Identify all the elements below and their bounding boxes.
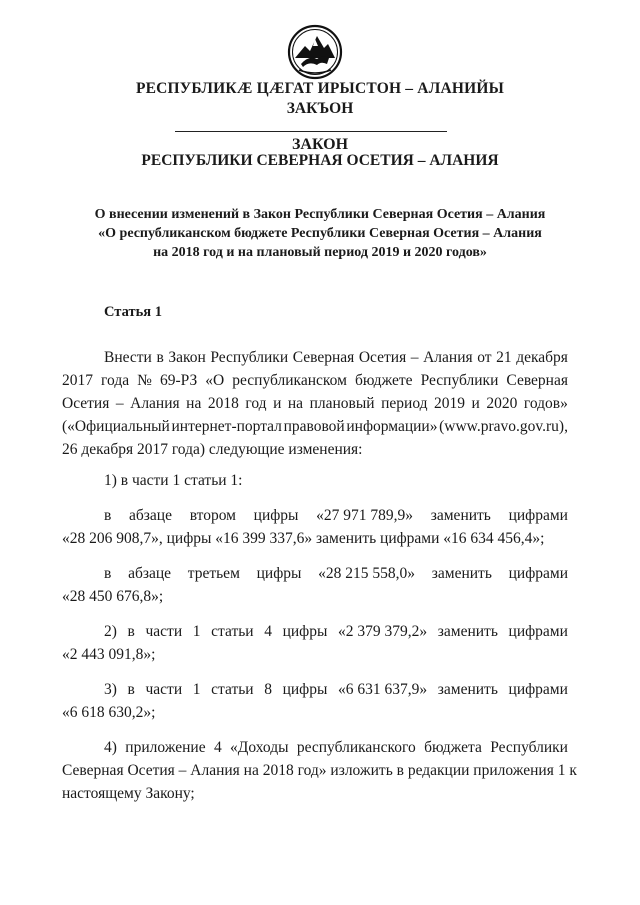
word: годов»: [523, 395, 568, 412]
item-4-line: Северная Осетия – Алания на 2018 год» изложить в редакции приложения 1 к: [62, 762, 577, 779]
word: №: [137, 372, 152, 389]
word: на: [186, 395, 202, 412]
word: 2019: [434, 395, 466, 412]
item-4-line: [62, 736, 568, 759]
word: третьем: [187, 565, 240, 582]
word: –: [410, 349, 419, 366]
word: части: [145, 681, 183, 698]
word: цифры: [253, 507, 299, 524]
russian-republic-heading: РЕСПУБЛИКИ СЕВЕРНАЯ ОСЕТИЯ – АЛАНИЯ: [141, 152, 499, 169]
word: на: [287, 395, 304, 412]
word: абзаце: [128, 565, 172, 582]
article-heading: Статья 1: [104, 304, 162, 320]
word: плановый: [309, 395, 375, 412]
item-1a-line: «28 206 908,7», цифры «16 399 337,6» заменить цифрами «16 634 456,4»;: [62, 530, 545, 547]
article-body: [62, 346, 577, 805]
word: цифры: [256, 565, 302, 582]
word: части: [145, 623, 183, 640]
word: 2020: [486, 395, 518, 412]
word: интернет-портал: [171, 418, 282, 435]
word: заменить: [431, 565, 492, 582]
word: «Доходы: [230, 739, 289, 756]
word: приложение: [125, 739, 206, 756]
word: Северная: [292, 349, 355, 366]
word: 4: [264, 623, 272, 640]
word: в: [127, 681, 135, 698]
word: и: [471, 395, 480, 412]
item-2-line: [62, 620, 568, 643]
intro-line: 26 декабря 2017 года) следующие изменения:: [62, 441, 363, 458]
word: 1: [192, 623, 201, 640]
word: Республики: [490, 739, 568, 756]
word: год: [245, 395, 267, 412]
word: Республики: [420, 372, 499, 389]
word: втором: [189, 507, 236, 524]
word: в: [156, 349, 164, 366]
law-title: [0, 205, 640, 262]
word: от: [477, 349, 492, 366]
word: период: [381, 395, 428, 412]
word: Алания: [423, 349, 473, 366]
word: 3): [104, 681, 117, 698]
word: статьи: [211, 623, 254, 640]
item-3-line: «6 618 630,2»;: [62, 704, 156, 721]
intro-line: [62, 415, 568, 438]
word: в: [127, 623, 135, 640]
word: бюджете: [354, 372, 413, 389]
word: 2): [104, 623, 117, 640]
header-divider: [175, 131, 447, 132]
item-1b-line: [62, 562, 568, 585]
word: 69-РЗ: [159, 372, 198, 389]
word: года: [101, 372, 130, 389]
word: –: [115, 395, 124, 412]
word: информации»: [346, 418, 438, 435]
word: 4): [104, 739, 117, 756]
law-title-line: на 2018 год и на плановый период 2019 и 2020 годов»: [153, 245, 487, 260]
law-title-line: «О республиканском бюджете Республики Северная Осетия – Алания: [98, 226, 542, 241]
word: декабря: [516, 349, 568, 366]
word: 8: [264, 681, 272, 698]
word: Осетия: [62, 395, 110, 412]
item-1b-line: «28 450 676,8»;: [62, 588, 164, 605]
item-2-line: «2 443 091,8»;: [62, 646, 156, 663]
word: 21: [496, 349, 512, 366]
intro-line: [62, 369, 568, 392]
item-4-line: настоящему Закону;: [62, 785, 195, 802]
word: цифрами: [508, 565, 568, 582]
word: заменить: [430, 507, 491, 524]
word: республиканском: [232, 372, 347, 389]
word: Закон: [168, 349, 206, 366]
word: 1: [192, 681, 201, 698]
word: абзаце: [129, 507, 172, 524]
word: «28 215 558,0»: [318, 565, 416, 582]
word: 2017: [62, 372, 93, 389]
word: 4: [213, 739, 222, 756]
word: цифрами: [508, 507, 568, 524]
item-3-line: [62, 678, 568, 701]
intro-line: [62, 392, 568, 415]
word: Алания: [130, 395, 180, 412]
word: Северная: [506, 372, 568, 389]
intro-line: [62, 346, 568, 369]
word: цифрами: [508, 681, 568, 698]
word: Республики: [210, 349, 289, 366]
coat-of-arms-emblem: [287, 24, 343, 80]
word: «О: [205, 372, 225, 389]
word: (www.pravo.gov.ru),: [439, 418, 568, 435]
word: и: [273, 395, 282, 412]
word: «6 631 637,9»: [338, 681, 428, 698]
item-1-heading: 1) в части 1 статьи 1:: [104, 472, 243, 489]
item-1a-line: [62, 504, 568, 527]
word: статьи: [211, 681, 254, 698]
word: заменить: [437, 681, 498, 698]
word: республиканского: [296, 739, 416, 756]
word: бюджета: [424, 739, 482, 756]
word: в: [104, 565, 112, 582]
word: цифрами: [508, 623, 568, 640]
law-heading: ЗАКОН: [291, 136, 349, 153]
word: Внести: [104, 349, 152, 366]
word: 2018: [207, 395, 239, 412]
word: в: [104, 507, 112, 524]
law-title-line: О внесении изменений в Закон Республики Северная Осетия – Алания: [94, 207, 546, 222]
ossetian-law-heading: ЗАКЪОН: [286, 100, 354, 117]
word: цифры: [282, 681, 328, 698]
word: правовой: [283, 418, 345, 435]
word: («Официальный: [62, 418, 170, 435]
word: «2 379 379,2»: [338, 623, 428, 640]
ossetian-republic-heading: РЕСПУБЛИКӔ ЦӔГАТ ИРЫСТОН – АЛАНИЙЫ: [135, 80, 505, 97]
word: цифры: [282, 623, 328, 640]
word: заменить: [437, 623, 498, 640]
word: «27 971 789,9»: [316, 507, 414, 524]
word: Осетия: [358, 349, 407, 366]
